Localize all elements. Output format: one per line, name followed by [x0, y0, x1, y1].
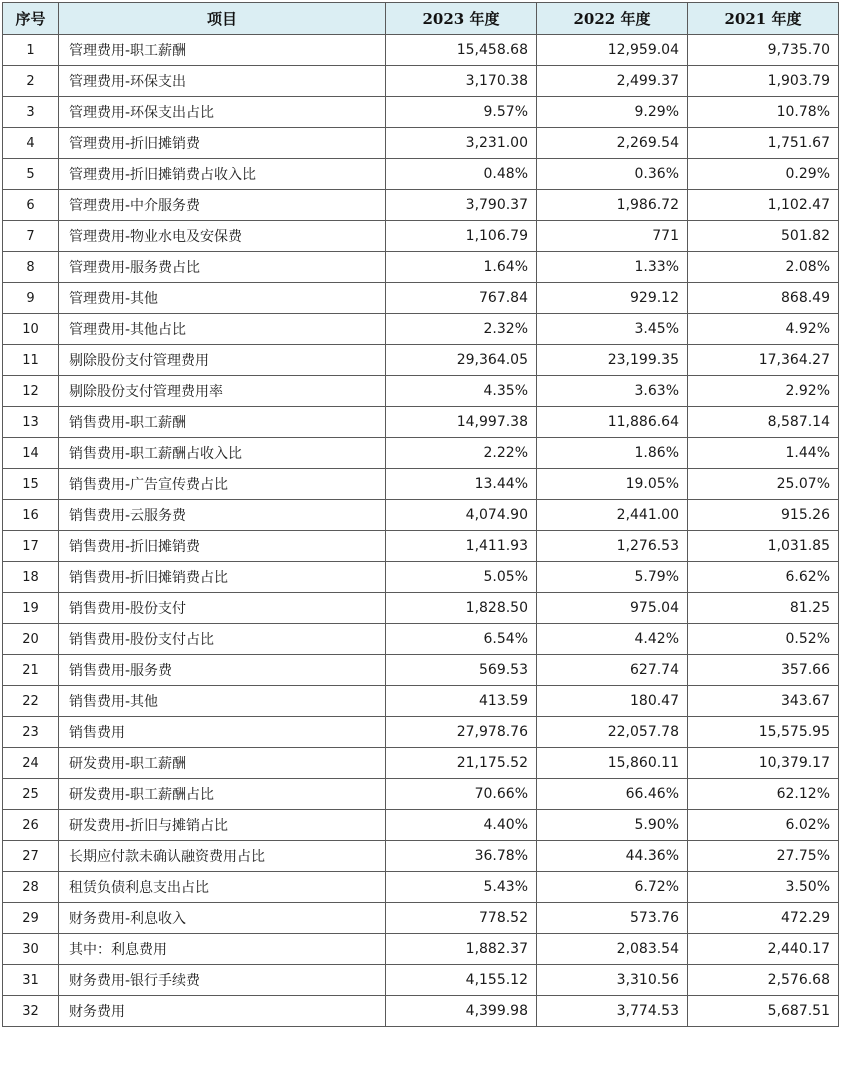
value-2023: 3,790.37: [386, 190, 537, 221]
row-item: 研发费用-折旧与摊销占比: [59, 810, 386, 841]
value-2021: 15,575.95: [688, 717, 839, 748]
row-item: 财务费用-利息收入: [59, 903, 386, 934]
table-row: [3, 655, 839, 686]
table-row: [3, 469, 839, 500]
value-2022: 3.45%: [537, 314, 688, 345]
value-2023: 4,074.90: [386, 500, 537, 531]
row-item: 销售费用-股份支付占比: [59, 624, 386, 655]
row-index: 30: [3, 934, 59, 965]
value-2022: 22,057.78: [537, 717, 688, 748]
value-2021: 6.62%: [688, 562, 839, 593]
value-2023: 5.05%: [386, 562, 537, 593]
row-index: 23: [3, 717, 59, 748]
table-row: [3, 252, 839, 283]
value-2021: 25.07%: [688, 469, 839, 500]
value-2023: 36.78%: [386, 841, 537, 872]
value-2023: 1,106.79: [386, 221, 537, 252]
value-2022: 3.63%: [537, 376, 688, 407]
row-index: 5: [3, 159, 59, 190]
row-index: 28: [3, 872, 59, 903]
value-2021: 1,102.47: [688, 190, 839, 221]
value-2023: 29,364.05: [386, 345, 537, 376]
row-item: 财务费用-银行手续费: [59, 965, 386, 996]
table-row: [3, 903, 839, 934]
row-item: 管理费用-环保支出: [59, 66, 386, 97]
value-2021: 8,587.14: [688, 407, 839, 438]
value-2022: 2,269.54: [537, 128, 688, 159]
value-2022: 19.05%: [537, 469, 688, 500]
value-2021: 10,379.17: [688, 748, 839, 779]
value-2021: 17,364.27: [688, 345, 839, 376]
row-index: 21: [3, 655, 59, 686]
value-2021: 9,735.70: [688, 35, 839, 66]
table-row: [3, 779, 839, 810]
value-2022: 627.74: [537, 655, 688, 686]
table-row: [3, 407, 839, 438]
value-2022: 771: [537, 221, 688, 252]
value-2022: 6.72%: [537, 872, 688, 903]
row-index: 1: [3, 35, 59, 66]
value-2021: 2,440.17: [688, 934, 839, 965]
value-2023: 778.52: [386, 903, 537, 934]
table-row: [3, 965, 839, 996]
value-2023: 3,231.00: [386, 128, 537, 159]
row-index: 22: [3, 686, 59, 717]
value-2023: 1,882.37: [386, 934, 537, 965]
row-index: 6: [3, 190, 59, 221]
table-row: [3, 841, 839, 872]
value-2023: 6.54%: [386, 624, 537, 655]
row-item: 财务费用: [59, 996, 386, 1027]
value-2021: 472.29: [688, 903, 839, 934]
value-2023: 1,828.50: [386, 593, 537, 624]
value-2021: 0.52%: [688, 624, 839, 655]
table-row: [3, 686, 839, 717]
row-item: 剔除股份支付管理费用: [59, 345, 386, 376]
row-index: 25: [3, 779, 59, 810]
table-row: [3, 438, 839, 469]
table-row: [3, 128, 839, 159]
header-row: [3, 3, 839, 35]
row-index: 15: [3, 469, 59, 500]
table-row: [3, 593, 839, 624]
row-index: 10: [3, 314, 59, 345]
value-2022: 975.04: [537, 593, 688, 624]
value-2023: 4,155.12: [386, 965, 537, 996]
row-item: 销售费用-折旧摊销费: [59, 531, 386, 562]
row-item: 销售费用-云服务费: [59, 500, 386, 531]
value-2023: 4.35%: [386, 376, 537, 407]
row-index: 18: [3, 562, 59, 593]
row-index: 24: [3, 748, 59, 779]
value-2022: 2,499.37: [537, 66, 688, 97]
row-item: 销售费用-职工薪酬: [59, 407, 386, 438]
table-row: [3, 314, 839, 345]
table-row: [3, 872, 839, 903]
row-item: 研发费用-职工薪酬: [59, 748, 386, 779]
value-2022: 44.36%: [537, 841, 688, 872]
table-row: [3, 66, 839, 97]
value-2021: 2.92%: [688, 376, 839, 407]
row-index: 4: [3, 128, 59, 159]
table-row: [3, 283, 839, 314]
table-row: [3, 717, 839, 748]
table-row: [3, 345, 839, 376]
value-2021: 2,576.68: [688, 965, 839, 996]
row-item: 管理费用-其他: [59, 283, 386, 314]
value-2021: 868.49: [688, 283, 839, 314]
value-2022: 15,860.11: [537, 748, 688, 779]
value-2023: 413.59: [386, 686, 537, 717]
table-body: [3, 35, 839, 1027]
value-2021: 343.67: [688, 686, 839, 717]
value-2022: 573.76: [537, 903, 688, 934]
table-row: [3, 996, 839, 1027]
value-2021: 2.08%: [688, 252, 839, 283]
value-2023: 13.44%: [386, 469, 537, 500]
table-row: [3, 934, 839, 965]
row-item: 其中：利息费用: [59, 934, 386, 965]
value-2021: 1,903.79: [688, 66, 839, 97]
value-2022: 2,083.54: [537, 934, 688, 965]
table-row: [3, 35, 839, 66]
row-item: 销售费用-广告宣传费占比: [59, 469, 386, 500]
value-2023: 569.53: [386, 655, 537, 686]
table-row: [3, 159, 839, 190]
value-2021: 81.25: [688, 593, 839, 624]
table-row: [3, 190, 839, 221]
row-item: 租赁负债利息支出占比: [59, 872, 386, 903]
value-2022: 12,959.04: [537, 35, 688, 66]
row-index: 29: [3, 903, 59, 934]
table-row: [3, 221, 839, 252]
value-2021: 915.26: [688, 500, 839, 531]
value-2022: 1.33%: [537, 252, 688, 283]
value-2023: 27,978.76: [386, 717, 537, 748]
table-header: [3, 3, 839, 35]
row-item: 管理费用-中介服务费: [59, 190, 386, 221]
row-index: 8: [3, 252, 59, 283]
table-row: [3, 531, 839, 562]
value-2021: 27.75%: [688, 841, 839, 872]
row-item: 销售费用-服务费: [59, 655, 386, 686]
row-item: 管理费用-其他占比: [59, 314, 386, 345]
row-item: 管理费用-环保支出占比: [59, 97, 386, 128]
value-2023: 1,411.93: [386, 531, 537, 562]
row-index: 27: [3, 841, 59, 872]
table-row: [3, 624, 839, 655]
row-index: 32: [3, 996, 59, 1027]
value-2022: 2,441.00: [537, 500, 688, 531]
value-2021: 4.92%: [688, 314, 839, 345]
table-row: [3, 562, 839, 593]
row-item: 销售费用: [59, 717, 386, 748]
header-year-2021: 2021 年度: [688, 3, 839, 35]
row-item: 销售费用-职工薪酬占收入比: [59, 438, 386, 469]
value-2023: 4.40%: [386, 810, 537, 841]
value-2021: 3.50%: [688, 872, 839, 903]
row-item: 管理费用-折旧摊销费: [59, 128, 386, 159]
header-index: 序号: [3, 3, 59, 35]
value-2021: 6.02%: [688, 810, 839, 841]
value-2021: 62.12%: [688, 779, 839, 810]
row-index: 16: [3, 500, 59, 531]
table-row: [3, 500, 839, 531]
value-2023: 70.66%: [386, 779, 537, 810]
value-2022: 0.36%: [537, 159, 688, 190]
value-2022: 66.46%: [537, 779, 688, 810]
value-2021: 5,687.51: [688, 996, 839, 1027]
value-2023: 5.43%: [386, 872, 537, 903]
expense-table: [2, 2, 839, 1027]
row-item: 销售费用-折旧摊销费占比: [59, 562, 386, 593]
value-2021: 501.82: [688, 221, 839, 252]
row-index: 12: [3, 376, 59, 407]
value-2023: 0.48%: [386, 159, 537, 190]
value-2022: 23,199.35: [537, 345, 688, 376]
value-2023: 767.84: [386, 283, 537, 314]
value-2021: 1.44%: [688, 438, 839, 469]
row-index: 3: [3, 97, 59, 128]
value-2022: 9.29%: [537, 97, 688, 128]
row-index: 14: [3, 438, 59, 469]
row-item: 销售费用-其他: [59, 686, 386, 717]
value-2021: 357.66: [688, 655, 839, 686]
row-index: 9: [3, 283, 59, 314]
header-year-2022: 2022 年度: [537, 3, 688, 35]
value-2022: 3,774.53: [537, 996, 688, 1027]
value-2023: 2.32%: [386, 314, 537, 345]
value-2022: 5.90%: [537, 810, 688, 841]
row-index: 7: [3, 221, 59, 252]
row-index: 26: [3, 810, 59, 841]
row-item: 长期应付款未确认融资费用占比: [59, 841, 386, 872]
row-index: 17: [3, 531, 59, 562]
value-2023: 9.57%: [386, 97, 537, 128]
value-2022: 180.47: [537, 686, 688, 717]
table-row: [3, 810, 839, 841]
row-index: 2: [3, 66, 59, 97]
value-2022: 1.86%: [537, 438, 688, 469]
table-row: [3, 376, 839, 407]
table-row: [3, 748, 839, 779]
value-2023: 15,458.68: [386, 35, 537, 66]
value-2023: 14,997.38: [386, 407, 537, 438]
value-2021: 0.29%: [688, 159, 839, 190]
value-2022: 11,886.64: [537, 407, 688, 438]
row-item: 研发费用-职工薪酬占比: [59, 779, 386, 810]
value-2022: 3,310.56: [537, 965, 688, 996]
row-item: 剔除股份支付管理费用率: [59, 376, 386, 407]
row-item: 管理费用-服务费占比: [59, 252, 386, 283]
header-year-2023: 2023 年度: [386, 3, 537, 35]
value-2023: 1.64%: [386, 252, 537, 283]
table-row: [3, 97, 839, 128]
value-2021: 1,751.67: [688, 128, 839, 159]
value-2021: 10.78%: [688, 97, 839, 128]
row-index: 19: [3, 593, 59, 624]
row-index: 20: [3, 624, 59, 655]
row-item: 管理费用-职工薪酬: [59, 35, 386, 66]
row-index: 11: [3, 345, 59, 376]
value-2022: 5.79%: [537, 562, 688, 593]
value-2021: 1,031.85: [688, 531, 839, 562]
value-2022: 1,986.72: [537, 190, 688, 221]
value-2023: 4,399.98: [386, 996, 537, 1027]
value-2022: 1,276.53: [537, 531, 688, 562]
row-index: 13: [3, 407, 59, 438]
header-item: 项目: [59, 3, 386, 35]
value-2023: 2.22%: [386, 438, 537, 469]
value-2023: 21,175.52: [386, 748, 537, 779]
value-2022: 929.12: [537, 283, 688, 314]
row-item: 管理费用-物业水电及安保费: [59, 221, 386, 252]
row-index: 31: [3, 965, 59, 996]
row-item: 销售费用-股份支付: [59, 593, 386, 624]
row-item: 管理费用-折旧摊销费占收入比: [59, 159, 386, 190]
value-2023: 3,170.38: [386, 66, 537, 97]
value-2022: 4.42%: [537, 624, 688, 655]
